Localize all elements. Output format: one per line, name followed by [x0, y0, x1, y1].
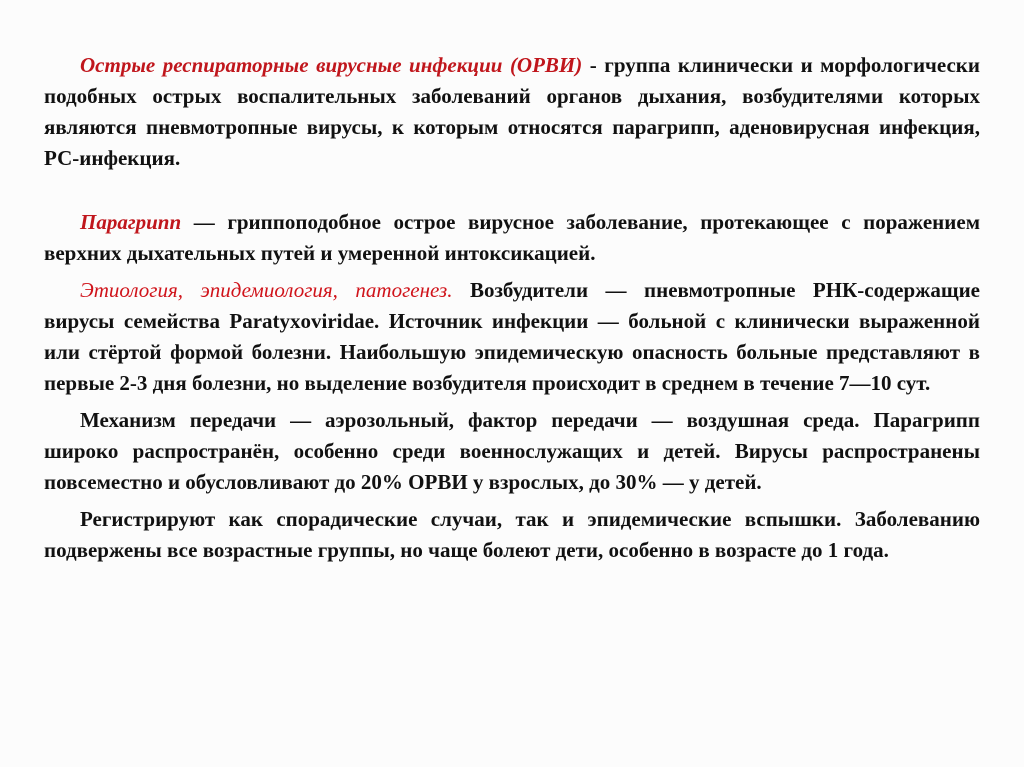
slide-content: [44, 50, 980, 566]
paragraph-etiology: [44, 275, 980, 399]
term-etiology: Этиология, эпидемиология, патогенез.: [80, 278, 453, 302]
etiology-text: Возбудители — пневмотропные РНК-содержащие вирусы семейства Paratyxoviridae. Источник инфекции — больной с клинически выраженной или стёртой формой болезни. Наибольшую эпидемическую опасность больные представляют в первые 2-3 дня болезни, но выделение возбудителя происходит в среднем в течение 7—10 сут.: [44, 278, 980, 395]
paragripp-definition-text: — гриппоподобное острое вирусное заболевание, протекающее с поражением верхних дыхательных путей и умеренной интоксикацией.: [44, 210, 980, 265]
paragraph-registration: [44, 504, 980, 566]
transmission-text: Механизм передачи — аэрозольный, фактор передачи — воздушная среда. Парагрипп широко распространён, особенно среди военнослужащих и детей. Вирусы распространены повсеместно и обусловливают до 20% ОРВИ у взрослых, до 30% — у детей.: [44, 408, 980, 494]
paragraph-paragripp-definition: [44, 207, 980, 269]
orvi-definition-text: - группа клинически и морфологически подобных острых воспалительных заболеваний органов дыхания, возбудителями которых являются пневмотропные вирусы, к которым относятся парагрипп, аденовирусная инфекция, РС-инфекция.: [44, 53, 980, 170]
paragraph-orvi-definition: [44, 50, 980, 174]
registration-text: Регистрируют как спорадические случаи, так и эпидемические вспышки. Заболеванию подвержены все возрастные группы, но чаще болеют дети, особенно в возрасте до 1 года.: [44, 507, 980, 562]
term-paragripp: Парагрипп: [80, 210, 182, 234]
term-orvi: Острые респираторные вирусные инфекции (ОРВИ): [80, 53, 583, 77]
paragraph-transmission: [44, 405, 980, 498]
